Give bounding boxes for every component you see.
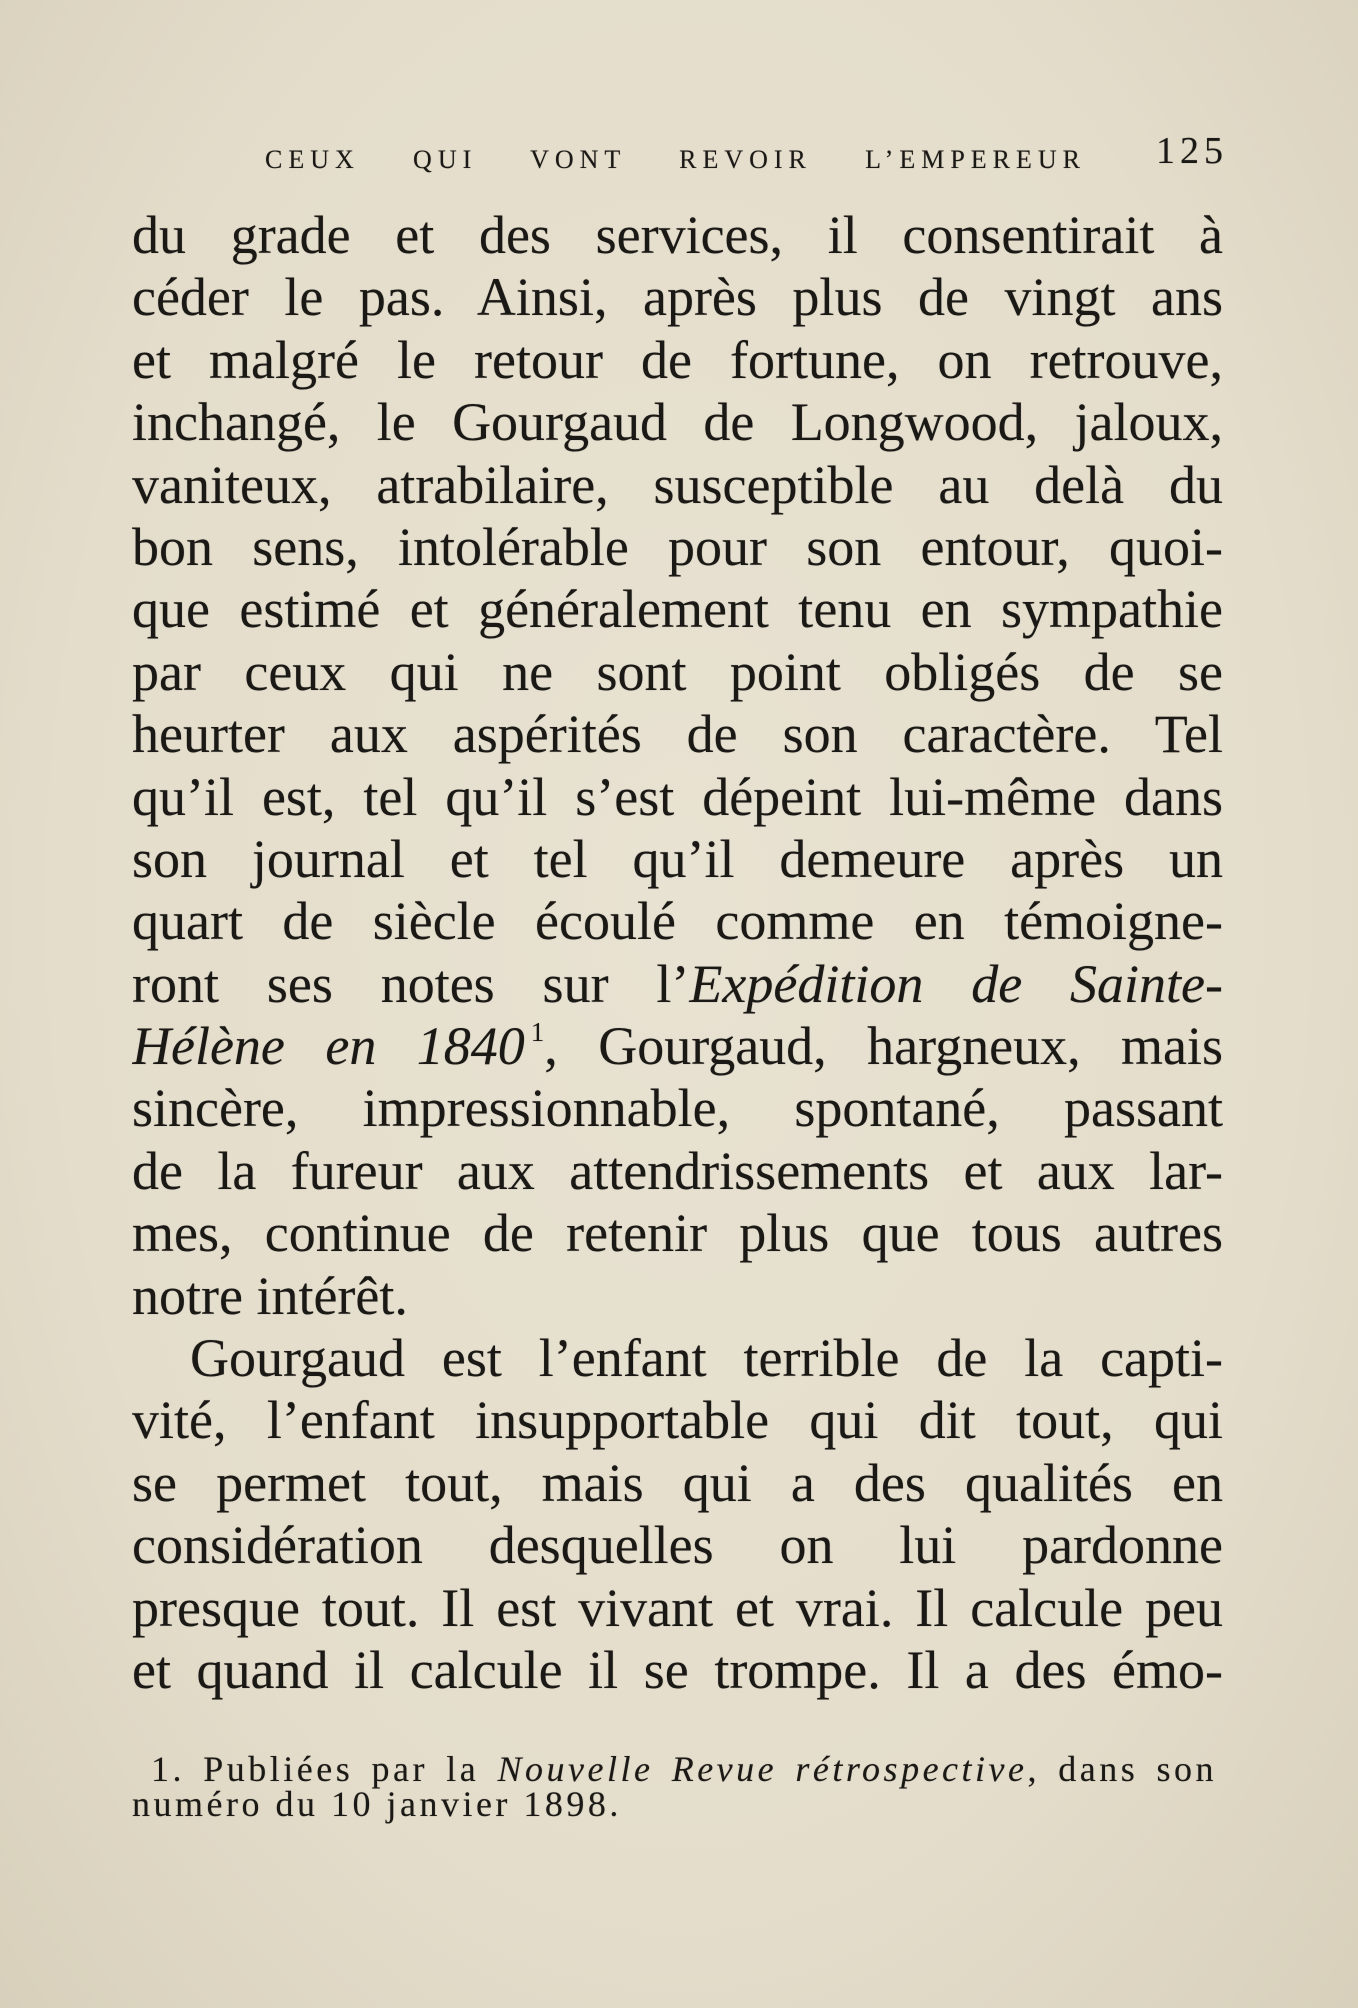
body-line: du grade et des services, il consentirait à: [132, 205, 1223, 265]
body-line: qu’il est, tel qu’il s’est dépeint lui-même dans: [132, 766, 1223, 827]
body-line: son journal et tel qu’il demeure après un: [132, 828, 1223, 889]
footnote-text: , dans son: [1027, 1749, 1218, 1789]
body-line: [132, 953, 1223, 1015]
body-line: considération desquelles on lui pardonne: [132, 1515, 1223, 1576]
paragraph: [132, 1327, 1223, 1701]
italic-title: Nouvelle Revue rétrospective: [497, 1749, 1028, 1789]
body-line: se permet tout, mais qui a des qualités en: [132, 1452, 1223, 1513]
footnote-line: [151, 1751, 1217, 1787]
body-line: de la fureur aux attendrissements et aux lar-: [132, 1140, 1223, 1201]
italic-title: Expédition de Sainte-: [689, 953, 1223, 1014]
body-line: presque tout. Il est vivant et vrai. Il calcule peu: [132, 1577, 1223, 1638]
body-line: vaniteux, atrabilaire, susceptible au delà du: [132, 454, 1223, 515]
body-line: heurter aux aspérités de son caractère. Tel: [132, 704, 1223, 765]
body-line: que estimé et généralement tenu en sympathie: [132, 579, 1223, 640]
footnote-marker: 1.: [151, 1749, 185, 1789]
page-number: 125: [1156, 130, 1228, 172]
paragraph: [132, 204, 1223, 1327]
line-text: ront ses notes sur l’: [132, 953, 690, 1014]
body-line: par ceux qui ne sont point obligés de se: [132, 641, 1223, 702]
body-text: [132, 204, 1223, 1701]
body-line: notre intérêt.: [132, 1265, 408, 1326]
footnote-text: Publiées par la: [203, 1749, 480, 1789]
body-line: quart de siècle écoulé comme en témoigne-: [132, 891, 1223, 952]
running-title: CEUX QUI VONT REVOIR L’EMPEREUR: [265, 145, 1086, 174]
body-line: [132, 1015, 1223, 1077]
body-line: céder le pas. Ainsi, après plus de vingt ans: [132, 267, 1223, 328]
body-line: sincère, impressionnable, spontané, passant: [132, 1078, 1223, 1139]
body-line: Gourgaud est l’enfant terrible de la capti-: [190, 1328, 1223, 1389]
body-line: mes, continue de retenir plus que tous autres: [132, 1203, 1223, 1264]
body-line: vité, l’enfant insupportable qui dit tout, qui: [132, 1390, 1223, 1451]
line-text: , Gourgaud, hargneux, mais: [544, 1016, 1223, 1077]
body-line: et quand il calcule il se trompe. Il a des émo-: [132, 1639, 1223, 1700]
body-line: inchangé, le Gourgaud de Longwood, jaloux,: [132, 392, 1223, 453]
italic-title: Hélène en 1840: [132, 1016, 525, 1077]
body-line: et malgré le retour de fortune, on retrouve,: [132, 329, 1223, 390]
footnote-line: numéro du 10 janvier 1898.: [132, 1784, 622, 1824]
body-line: bon sens, intolérable pour son entour, quoi-: [132, 516, 1223, 577]
footnote-reference: 1: [530, 1017, 545, 1048]
